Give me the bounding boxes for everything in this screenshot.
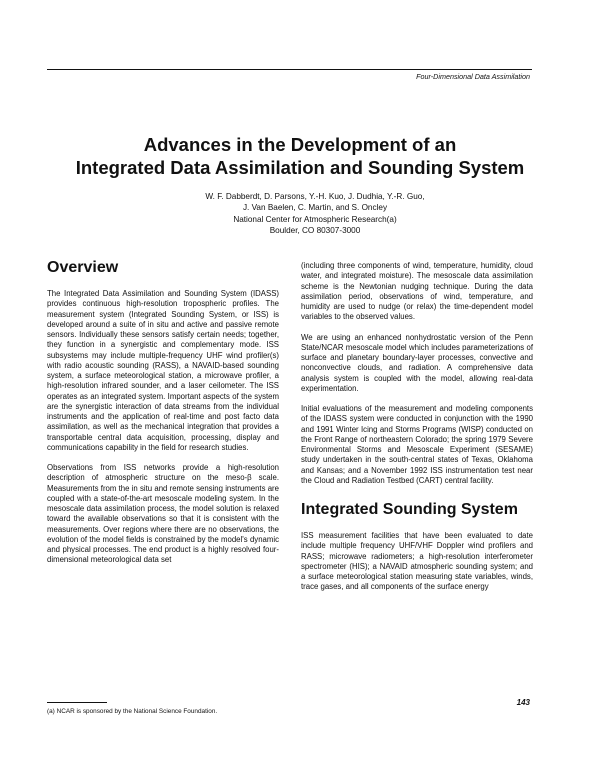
right-paragraph-4: ISS measurement facilities that have been evaluated to date include multiple frequency UHF/VHF Doppler wind profilers and RASS; microwave radiometers; a high-resolution interferometer spectrometer (HIS); a NAVAID atmospheric sounding system; and a surface meteorological station measuring state variables, winds, trace gases, and all components of the surface energy — [301, 531, 533, 592]
title-line-1: Advances in the Development of an — [143, 134, 457, 155]
authors-line-1: W. F. Dabberdt, D. Parsons, Y.-H. Kuo, J. Dudhia, Y.-R. Guo, — [205, 192, 425, 201]
page-number: 143 — [516, 698, 530, 707]
right-paragraph-2: We are using an enhanced nonhydrostatic version of the Penn State/NCAR mesoscale model which includes parameterizations of surface and planetary boundary-layer processes, convective and nonconvective clouds, and radiation. A comprehensive data analysis system is coupled with the model, allowing real-data experimentation. — [301, 332, 533, 393]
footnote-rule — [47, 702, 107, 703]
running-head: Four-Dimensional Data Assimilation — [416, 72, 530, 81]
overview-paragraph-2: Observations from ISS networks provide a high-resolution description of atmospheric structure on the meso-β scale. Measurements from the in situ and remote sensing instruments are coupled with a state-of-the-art mesoscale modeling system. In the mesoscale data assimilation process, the model solution is relaxed toward the available observations so that it is consistent with the measurements. Over regions where there are no observations, the evolution of the model fields is constrained by the model's dynamic and physical processes. The end product is a highly resolved four-dimensional meteorological data set — [47, 463, 279, 565]
title-line-2: Integrated Data Assimilation and Sounding System — [75, 157, 525, 178]
right-column — [301, 261, 533, 603]
overview-paragraph-1: The Integrated Data Assimilation and Sounding System (IDASS) provides continuous high-resolution tropospheric profiles. The measurement system (Integrated Sounding System, or ISS) is developed around a suite of in situ and active and passive remote sensors. Individually these sensors satisfy certain needs; together, they function in a synergistic and complementary mode. ISS subsystems may include multiple-frequency UHF wind profiler(s) with radio acoustic sounding (RASS), a NAVAID-based sounding system, a surface meteorological station, a microwave profiler, a high-resolution infrared sounder, and a laser ceilometer. The ISS operates as an integrated system. Important aspects of the system are the synergistic interaction of data streams from the individual instruments and the application of real-time and post facto data assimilation, as well as the mechanical integration that provides a transportable central data acquisition, processing, display and communications capability in the field for research studies. — [47, 289, 279, 452]
address: Boulder, CO 80307-3000 — [269, 226, 361, 236]
right-paragraph-1: (including three components of wind, temperature, humidity, cloud water, and integrated moisture). The mesoscale data assimilation scheme is the Newtonian nudging technique. During the data assimilation period, observations of wind, temperature, and humidity are used to nudge (or relax) the time-dependent model variables to the observed values. — [301, 261, 533, 322]
author-block — [150, 191, 480, 237]
section-heading-integrated-sounding-system: Integrated Sounding System — [301, 501, 518, 518]
section-heading-overview: Overview — [47, 259, 119, 276]
authors-line-2: J. Van Baelen, C. Martin, and S. Oncley — [242, 203, 388, 213]
left-column — [47, 258, 279, 576]
paper-title — [30, 133, 570, 179]
header-rule — [47, 69, 532, 70]
footnote: (a) NCAR is sponsored by the National Science Foundation. — [47, 708, 218, 715]
right-paragraph-3: Initial evaluations of the measurement and modeling components of the IDASS system were conducted in conjunction with the 1990 and 1991 Winter Icing and Storms Programs (WISP) conducted on the Front Range of northeastern Colorado; the spring 1979 Severe Environmental Storms and Mesoscale Experiment (SESAME) study undertaken in the south-central states of Texas, Oklahoma and Kansas; and a November 1992 ISS instrumentation test near the Cloud and Radiation Testbed (CART) central facility. — [301, 404, 533, 485]
affiliation: National Center for Atmospheric Research(a) — [233, 214, 397, 224]
